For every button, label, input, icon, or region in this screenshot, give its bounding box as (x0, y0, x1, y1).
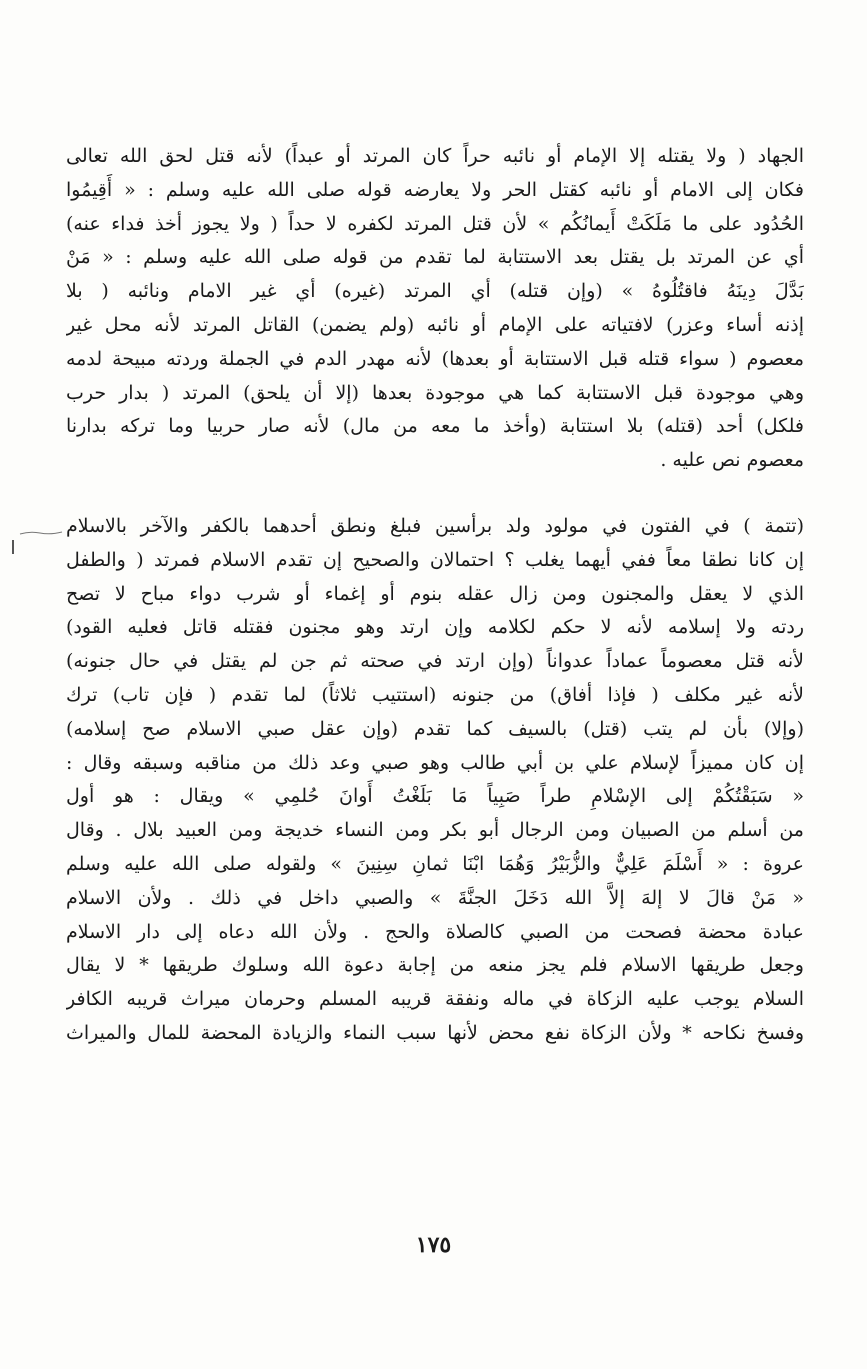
margin-pencil-mark (18, 528, 64, 538)
text-line: وجعل طريقها الاسلام فلم يجز منعه من إجابة دعوة الله وسلوك طريقها * لا يقال (66, 954, 804, 977)
text-line-last: معصوم نص عليه . (660, 449, 804, 472)
text-line: « مَنْ قالَ لا إلهَ إلاَّ الله دَخَلَ الجنَّةَ » والصبي داخل في ذلك . ولأن الاسلام (66, 886, 804, 909)
text-line: ردته ولا إسلامه لأنه لا حكم لكلامه وإن ارتد وهو مجنون فقتله قاتل فعليه القود) (66, 616, 804, 639)
text-line: لأنه غير مكلف ( فإذا أفاق) من جنونه (استتيب ثلاثاً) لما تقدم ( فإن تاب) ترك (66, 683, 804, 706)
text-line: من أسلم من الصبيان ومن الرجال أبو بكر ومن النساء خديجة ومن العبيد بلال . وقال (66, 819, 804, 842)
text-line: أي عن المرتد بل يقتل بعد الاستتابة لما تقدم من قوله صلى الله عليه وسلم : « مَنْ (66, 246, 804, 269)
text-line: الجهاد ( ولا يقتله إلا الإمام أو نائبه حراً كان المرتد أو عبداً) لأنه قتل لحق الله تعالى (66, 145, 804, 167)
text-line: الحُدُود على ما مَلَكَتْ أَيمانُكُم » لأن قتل المرتد لكفره لا حداً ( ولا يجوز أخذ فداء عنه) (66, 212, 804, 235)
text-line: وفسخ نكاحه * ولأن الزكاة نفع محض لأنها سبب النماء والزيادة المحضة للمال والميراث (66, 1021, 804, 1044)
text-line: (وإلا) بأن لم يتب (قتل) بالسيف كما تقدم (وإن عقل صبي الاسلام صح إسلامه) (66, 717, 804, 740)
text-line: إن كانا نطقا معاً ففي أيهما يغلب ؟ احتمالان والصحيح إن تقدم الاسلام فمرتد ( والطفل (66, 548, 804, 571)
text-line: الذي لا يعقل والمجنون ومن زال عقله بنوم أو إغماء أو شرب دواء مباح لا تصح (66, 582, 804, 605)
text-line: (تتمة ) في الفتون في مولود ولد برأسين فبلغ ونطق أحدهما بالكفر والآخر بالاسلام (66, 514, 804, 537)
paragraph-1 (66, 140, 804, 478)
text-line: إذنه أساء وعزر) لافتياته على الإمام أو نائبه (ولم يضمن) القاتل المرتد لأنه محل غير (66, 313, 804, 336)
text-line: عبادة محضة فصحت من الصبي كالصلاة والحج . ولأن الله دعاه إلى دار الاسلام (66, 920, 804, 943)
page-body (66, 140, 804, 1051)
text-line: لأنه قتل معصوماً عماداً عدواناً (وإن ارتد في صحته ثم جن لم يقتل في حال جنونه) (66, 650, 804, 673)
text-line: فكان إلى الامام أو نائبه كقتل الحر ولا يعارضه قوله صلى الله عليه وسلم : « أَقِيمُوا (66, 178, 804, 201)
text-line: فلكل) أحد (قتله) بلا استتابة (وأخذ ما معه من مال) لأنه صار حربيا وما تركه بدارنا (66, 415, 804, 438)
text-line: السلام يوجب عليه الزكاة في ماله ونفقة قريبه المسلم وحرمان ميراث قريبه الكافر (66, 988, 804, 1011)
paragraph-2 (66, 510, 804, 1051)
text-line: « سَبَقْتُكُمْ إلى الإسْلامِ طراً صَبِياً مَا بَلَغْتُ أَوانَ حُلمِي » ويقال : هو أول (66, 785, 804, 808)
text-line: وهي موجودة قبل الاستتابة كما هي موجودة بعدها (إلا أن يلحق) المرتد ( بدار حرب (66, 381, 804, 404)
page-number: ١٧٥ (415, 1232, 452, 1258)
text-line: بَدَّلَ دِينَهُ فاقتُلُوهُ » (وإن قتله) أي المرتد (غيره) أي غير الامام ونائبه ( بلا (66, 280, 804, 303)
margin-tick-mark (12, 540, 14, 554)
text-line: عروة : « أَسْلَمَ عَلِيٌّ والزُّبَيْرُ وَهُمَا ابْنَا ثمانِ سِنِينَ » ولقوله صلى الله عليه وسلم (66, 852, 804, 875)
text-line: إن كان مميزاً لإسلام علي بن أبي طالب وهو صبي وعد ذلك من مناقبه وسبقه وقال : (66, 751, 804, 774)
text-line: معصوم ( سواء قتله قبل الاستتابة أو بعدها) لأنه مهدر الدم في الجملة وردته مبيحة لدمه (66, 347, 804, 370)
